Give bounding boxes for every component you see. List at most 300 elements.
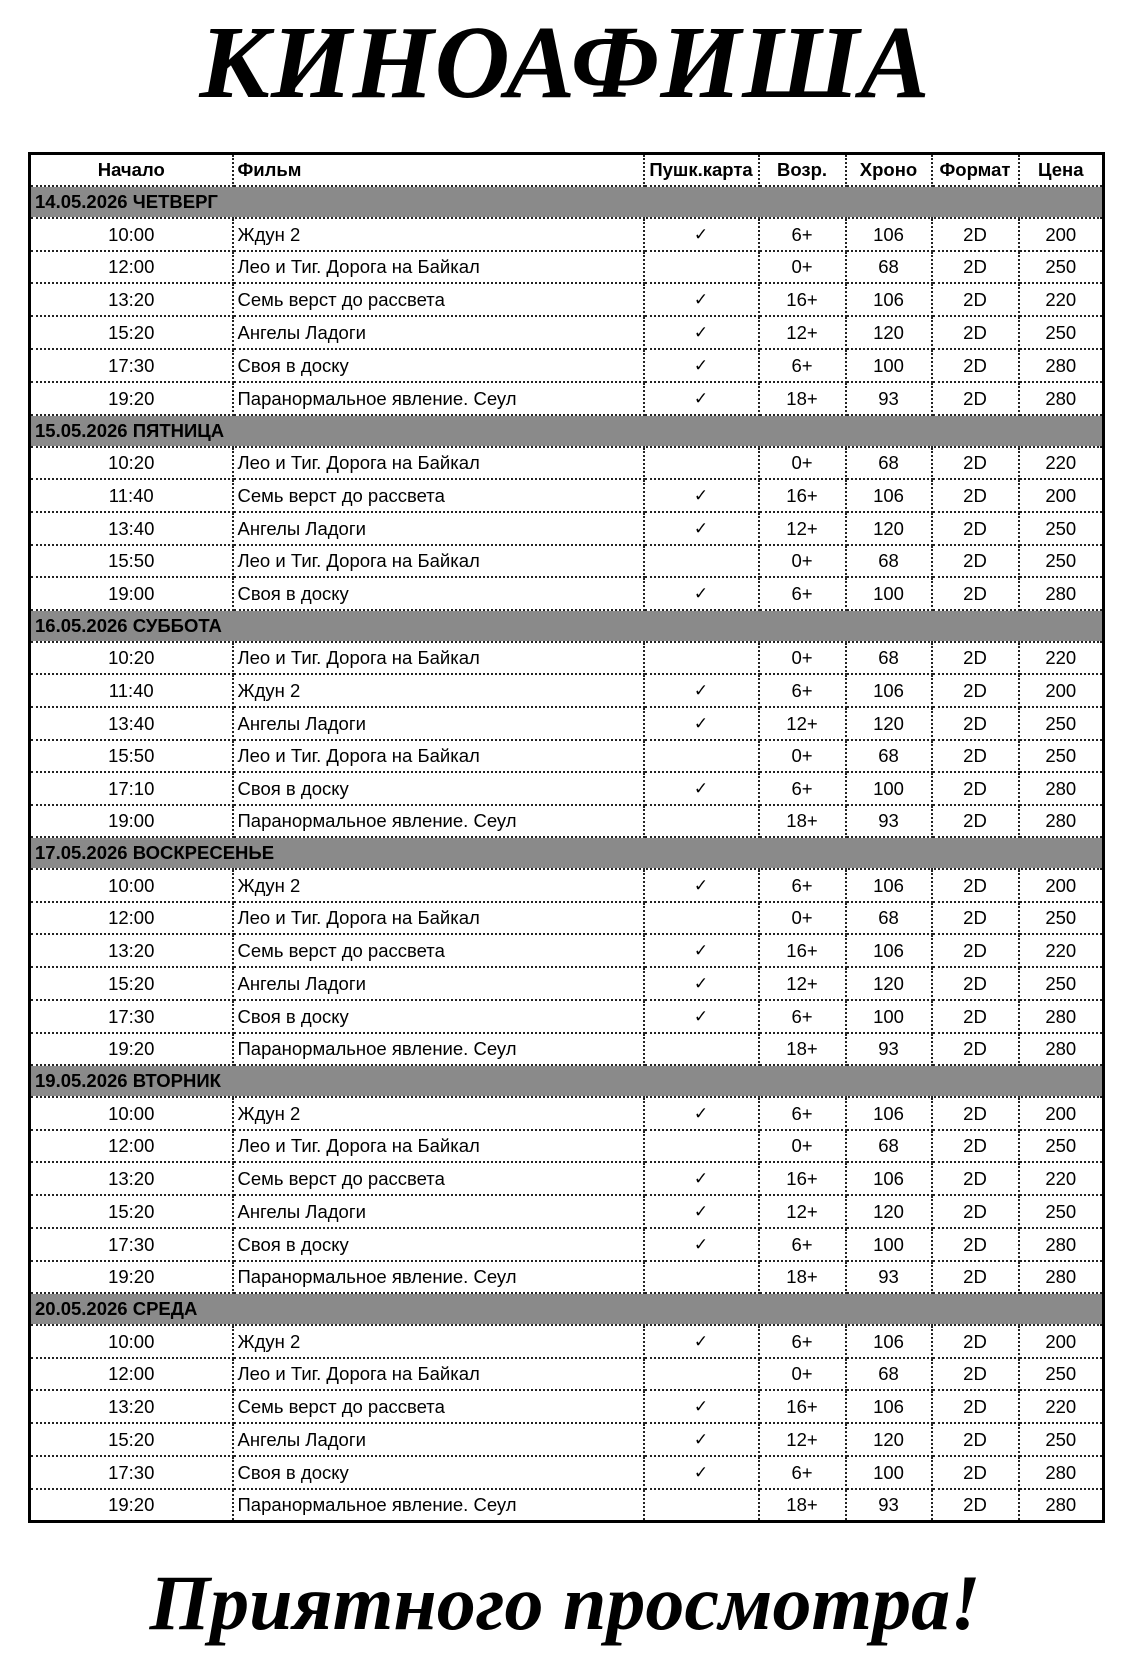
column-header-age: Возр.: [759, 154, 846, 187]
table-row: [30, 577, 1104, 610]
day-label: 15.05.2026 ПЯТНИЦА: [30, 415, 1104, 447]
cell-format: 2D: [932, 1097, 1019, 1130]
cell-age-rating: 6+: [759, 772, 846, 805]
cell-price: 200: [1019, 869, 1104, 902]
cell-pushkin-card: [644, 1423, 759, 1456]
cell-format: 2D: [932, 1000, 1019, 1033]
table-row: [30, 1456, 1104, 1489]
cell-duration: 120: [846, 1195, 932, 1228]
cell-price: 280: [1019, 805, 1104, 837]
cell-price: 250: [1019, 316, 1104, 349]
day-label: 19.05.2026 ВТОРНИК: [30, 1065, 1104, 1097]
cell-format: 2D: [932, 967, 1019, 1000]
checkmark-icon: ✓: [693, 1235, 709, 1254]
table-row: [30, 479, 1104, 512]
cell-duration: 93: [846, 805, 932, 837]
cell-pushkin-card: [644, 218, 759, 251]
cell-format: 2D: [932, 382, 1019, 415]
cell-start-time: 12:00: [30, 1358, 233, 1390]
cell-format: 2D: [932, 1033, 1019, 1065]
cell-start-time: 15:20: [30, 1195, 233, 1228]
cell-film-title: Ангелы Ладоги: [233, 1423, 644, 1456]
cell-start-time: 10:00: [30, 1325, 233, 1358]
cell-start-time: 15:50: [30, 545, 233, 577]
cell-duration: 68: [846, 1130, 932, 1162]
cell-pushkin-card: [644, 740, 759, 772]
table-row: [30, 283, 1104, 316]
cell-start-time: 13:40: [30, 707, 233, 740]
cell-age-rating: 0+: [759, 251, 846, 283]
cell-film-title: Паранормальное явление. Сеул: [233, 1261, 644, 1293]
cell-age-rating: 16+: [759, 1162, 846, 1195]
cell-duration: 106: [846, 1325, 932, 1358]
cell-duration: 120: [846, 707, 932, 740]
cell-start-time: 13:20: [30, 1162, 233, 1195]
cell-film-title: Ангелы Ладоги: [233, 316, 644, 349]
checkmark-icon: ✓: [693, 974, 709, 993]
cell-price: 200: [1019, 1097, 1104, 1130]
checkmark-icon: ✓: [693, 1169, 709, 1188]
cell-price: 220: [1019, 283, 1104, 316]
cell-price: 250: [1019, 251, 1104, 283]
cell-format: 2D: [932, 349, 1019, 382]
checkmark-icon: ✓: [693, 519, 709, 538]
cell-format: 2D: [932, 674, 1019, 707]
cell-duration: 106: [846, 674, 932, 707]
cell-format: 2D: [932, 707, 1019, 740]
table-row: [30, 1228, 1104, 1261]
cell-format: 2D: [932, 479, 1019, 512]
cell-age-rating: 12+: [759, 316, 846, 349]
cell-format: 2D: [932, 1162, 1019, 1195]
table-header-row: [30, 154, 1104, 187]
table-row: [30, 1261, 1104, 1293]
cell-format: 2D: [932, 1261, 1019, 1293]
cell-price: 250: [1019, 1358, 1104, 1390]
cell-pushkin-card: [644, 707, 759, 740]
cell-age-rating: 6+: [759, 349, 846, 382]
table-row: [30, 447, 1104, 479]
cell-duration: 120: [846, 967, 932, 1000]
checkmark-icon: ✓: [693, 584, 709, 603]
table-row: [30, 902, 1104, 934]
cell-age-rating: 18+: [759, 382, 846, 415]
cell-age-rating: 0+: [759, 1358, 846, 1390]
cell-start-time: 15:20: [30, 316, 233, 349]
cell-film-title: Паранормальное явление. Сеул: [233, 382, 644, 415]
cell-price: 280: [1019, 382, 1104, 415]
cell-pushkin-card: [644, 479, 759, 512]
cell-duration: 93: [846, 1489, 932, 1522]
cell-duration: 120: [846, 1423, 932, 1456]
cell-film-title: Своя в доску: [233, 349, 644, 382]
cell-start-time: 11:40: [30, 479, 233, 512]
cell-film-title: Семь верст до рассвета: [233, 283, 644, 316]
cell-age-rating: 6+: [759, 1097, 846, 1130]
cell-price: 280: [1019, 1261, 1104, 1293]
table-row: [30, 218, 1104, 251]
table-row: [30, 1358, 1104, 1390]
table-row: [30, 1130, 1104, 1162]
cell-pushkin-card: [644, 967, 759, 1000]
cell-start-time: 19:20: [30, 1261, 233, 1293]
cell-duration: 68: [846, 447, 932, 479]
day-label: 20.05.2026 СРЕДА: [30, 1293, 1104, 1325]
cell-price: 280: [1019, 1456, 1104, 1489]
column-header-format: Формат: [932, 154, 1019, 187]
cell-price: 200: [1019, 674, 1104, 707]
cell-start-time: 15:50: [30, 740, 233, 772]
cell-age-rating: 0+: [759, 740, 846, 772]
cell-duration: 106: [846, 283, 932, 316]
checkmark-icon: ✓: [693, 225, 709, 244]
cell-price: 250: [1019, 1195, 1104, 1228]
cell-age-rating: 18+: [759, 1261, 846, 1293]
cell-age-rating: 12+: [759, 967, 846, 1000]
cell-format: 2D: [932, 1195, 1019, 1228]
cell-duration: 93: [846, 1261, 932, 1293]
cell-film-title: Ангелы Ладоги: [233, 512, 644, 545]
cell-start-time: 10:20: [30, 642, 233, 674]
cell-film-title: Лео и Тиг. Дорога на Байкал: [233, 1130, 644, 1162]
cell-format: 2D: [932, 772, 1019, 805]
table-row: [30, 545, 1104, 577]
cell-format: 2D: [932, 512, 1019, 545]
cell-start-time: 19:20: [30, 1033, 233, 1065]
cell-pushkin-card: [644, 902, 759, 934]
page-title: КИНОАФИША: [199, 5, 931, 120]
table-row: [30, 382, 1104, 415]
table-row: [30, 1489, 1104, 1522]
cell-pushkin-card: [644, 512, 759, 545]
cell-pushkin-card: [644, 805, 759, 837]
cell-price: 200: [1019, 1325, 1104, 1358]
cell-format: 2D: [932, 1489, 1019, 1522]
cell-start-time: 10:00: [30, 218, 233, 251]
cell-price: 250: [1019, 545, 1104, 577]
cell-format: 2D: [932, 805, 1019, 837]
table-row: [30, 251, 1104, 283]
cell-film-title: Семь верст до рассвета: [233, 1162, 644, 1195]
cell-duration: 106: [846, 479, 932, 512]
cell-film-title: Ждун 2: [233, 869, 644, 902]
cell-start-time: 13:20: [30, 1390, 233, 1423]
cell-duration: 68: [846, 740, 932, 772]
cell-price: 200: [1019, 479, 1104, 512]
day-label: 14.05.2026 ЧЕТВЕРГ: [30, 186, 1104, 218]
cell-duration: 106: [846, 1390, 932, 1423]
cell-pushkin-card: [644, 1033, 759, 1065]
cell-age-rating: 0+: [759, 642, 846, 674]
cell-price: 250: [1019, 707, 1104, 740]
cell-start-time: 17:30: [30, 1456, 233, 1489]
checkmark-icon: ✓: [693, 323, 709, 342]
cell-pushkin-card: [644, 545, 759, 577]
cell-duration: 100: [846, 772, 932, 805]
checkmark-icon: ✓: [693, 681, 709, 700]
cell-price: 220: [1019, 447, 1104, 479]
cell-duration: 106: [846, 1162, 932, 1195]
cell-duration: 100: [846, 349, 932, 382]
cell-start-time: 17:10: [30, 772, 233, 805]
cell-start-time: 12:00: [30, 902, 233, 934]
checkmark-icon: ✓: [693, 389, 709, 408]
cell-film-title: Лео и Тиг. Дорога на Байкал: [233, 545, 644, 577]
cell-format: 2D: [932, 1390, 1019, 1423]
cell-price: 280: [1019, 772, 1104, 805]
cell-price: 250: [1019, 902, 1104, 934]
cell-pushkin-card: [644, 772, 759, 805]
cell-start-time: 17:30: [30, 1228, 233, 1261]
cell-pushkin-card: [644, 447, 759, 479]
checkmark-icon: ✓: [693, 1202, 709, 1221]
table-row: [30, 740, 1104, 772]
table-row: [30, 934, 1104, 967]
cell-age-rating: 12+: [759, 512, 846, 545]
cell-start-time: 13:20: [30, 934, 233, 967]
cell-duration: 68: [846, 1358, 932, 1390]
cell-start-time: 15:20: [30, 967, 233, 1000]
checkmark-icon: ✓: [693, 1397, 709, 1416]
day-label: 17.05.2026 ВОСКРЕСЕНЬЕ: [30, 837, 1104, 869]
cell-pushkin-card: [644, 251, 759, 283]
cell-pushkin-card: [644, 1358, 759, 1390]
checkmark-icon: ✓: [693, 1007, 709, 1026]
table-row: [30, 967, 1104, 1000]
table-row: [30, 642, 1104, 674]
cell-film-title: Семь верст до рассвета: [233, 479, 644, 512]
cell-price: 280: [1019, 1489, 1104, 1522]
cell-film-title: Ждун 2: [233, 218, 644, 251]
cell-pushkin-card: [644, 349, 759, 382]
cell-pushkin-card: [644, 1325, 759, 1358]
cell-pushkin-card: [644, 382, 759, 415]
cell-format: 2D: [932, 251, 1019, 283]
day-header-row: [30, 1065, 1104, 1097]
cell-age-rating: 12+: [759, 1423, 846, 1456]
cell-format: 2D: [932, 1456, 1019, 1489]
cell-start-time: 10:00: [30, 1097, 233, 1130]
cell-duration: 120: [846, 316, 932, 349]
cell-film-title: Своя в доску: [233, 1000, 644, 1033]
cell-format: 2D: [932, 1423, 1019, 1456]
cell-pushkin-card: [644, 1000, 759, 1033]
cell-start-time: 19:20: [30, 1489, 233, 1522]
day-header-row: [30, 1293, 1104, 1325]
table-row: [30, 1423, 1104, 1456]
cell-age-rating: 0+: [759, 545, 846, 577]
cell-pushkin-card: [644, 1456, 759, 1489]
cell-start-time: 17:30: [30, 349, 233, 382]
cell-age-rating: 6+: [759, 674, 846, 707]
cell-format: 2D: [932, 1325, 1019, 1358]
cell-age-rating: 16+: [759, 1390, 846, 1423]
cell-start-time: 10:20: [30, 447, 233, 479]
cell-price: 280: [1019, 1000, 1104, 1033]
day-header-row: [30, 837, 1104, 869]
cell-format: 2D: [932, 316, 1019, 349]
cell-age-rating: 6+: [759, 577, 846, 610]
checkmark-icon: ✓: [693, 290, 709, 309]
cell-duration: 100: [846, 577, 932, 610]
cell-start-time: 17:30: [30, 1000, 233, 1033]
column-header-price: Цена: [1019, 154, 1104, 187]
cell-start-time: 19:00: [30, 805, 233, 837]
cell-film-title: Своя в доску: [233, 772, 644, 805]
cell-pushkin-card: [644, 642, 759, 674]
table-row: [30, 1000, 1104, 1033]
cell-start-time: 12:00: [30, 251, 233, 283]
cell-film-title: Лео и Тиг. Дорога на Байкал: [233, 251, 644, 283]
cell-film-title: Своя в доску: [233, 1228, 644, 1261]
table-row: [30, 674, 1104, 707]
cell-duration: 106: [846, 218, 932, 251]
table-row: [30, 707, 1104, 740]
table-row: [30, 1097, 1104, 1130]
cell-age-rating: 0+: [759, 447, 846, 479]
checkmark-icon: ✓: [693, 1104, 709, 1123]
cell-start-time: 13:40: [30, 512, 233, 545]
cell-format: 2D: [932, 218, 1019, 251]
cell-film-title: Своя в доску: [233, 577, 644, 610]
cell-price: 220: [1019, 1162, 1104, 1195]
cell-film-title: Ждун 2: [233, 1325, 644, 1358]
column-header-film: Фильм: [233, 154, 644, 187]
cell-age-rating: 6+: [759, 869, 846, 902]
checkmark-icon: ✓: [693, 779, 709, 798]
cell-film-title: Семь верст до рассвета: [233, 1390, 644, 1423]
cell-age-rating: 6+: [759, 1456, 846, 1489]
table-row: [30, 316, 1104, 349]
cell-film-title: Паранормальное явление. Сеул: [233, 1033, 644, 1065]
cell-film-title: Своя в доску: [233, 1456, 644, 1489]
cell-film-title: Ждун 2: [233, 1097, 644, 1130]
cell-film-title: Ангелы Ладоги: [233, 967, 644, 1000]
cell-price: 250: [1019, 740, 1104, 772]
cell-film-title: Паранормальное явление. Сеул: [233, 1489, 644, 1522]
cell-price: 250: [1019, 1130, 1104, 1162]
checkmark-icon: ✓: [693, 941, 709, 960]
cell-start-time: 11:40: [30, 674, 233, 707]
cell-format: 2D: [932, 902, 1019, 934]
cell-price: 250: [1019, 1423, 1104, 1456]
cell-price: 220: [1019, 934, 1104, 967]
day-header-row: [30, 415, 1104, 447]
table-row: [30, 349, 1104, 382]
cell-pushkin-card: [644, 934, 759, 967]
cell-pushkin-card: [644, 1261, 759, 1293]
cell-duration: 100: [846, 1000, 932, 1033]
cell-price: 220: [1019, 642, 1104, 674]
cell-age-rating: 6+: [759, 1228, 846, 1261]
cell-format: 2D: [932, 577, 1019, 610]
column-header-pushkin-card: Пушк.карта: [644, 154, 759, 187]
table-row: [30, 805, 1104, 837]
table-row: [30, 1195, 1104, 1228]
table-row: [30, 1390, 1104, 1423]
cell-format: 2D: [932, 283, 1019, 316]
table-row: [30, 869, 1104, 902]
cell-duration: 120: [846, 512, 932, 545]
cell-price: 200: [1019, 218, 1104, 251]
cell-pushkin-card: [644, 283, 759, 316]
cell-start-time: 19:00: [30, 577, 233, 610]
table-row: [30, 1162, 1104, 1195]
table-row: [30, 512, 1104, 545]
schedule-body: [30, 186, 1104, 1522]
cell-pushkin-card: [644, 674, 759, 707]
cell-age-rating: 16+: [759, 283, 846, 316]
cell-age-rating: 12+: [759, 707, 846, 740]
cell-age-rating: 6+: [759, 1000, 846, 1033]
cell-pushkin-card: [644, 1390, 759, 1423]
footer-greeting: Приятного просмотра!: [149, 1559, 981, 1646]
checkmark-icon: ✓: [693, 1430, 709, 1449]
checkmark-icon: ✓: [693, 486, 709, 505]
checkmark-icon: ✓: [693, 1463, 709, 1482]
cell-start-time: 19:20: [30, 382, 233, 415]
cell-pushkin-card: [644, 1489, 759, 1522]
cell-age-rating: 12+: [759, 1195, 846, 1228]
cell-format: 2D: [932, 1358, 1019, 1390]
cell-duration: 106: [846, 869, 932, 902]
cell-pushkin-card: [644, 577, 759, 610]
cell-pushkin-card: [644, 1195, 759, 1228]
cell-film-title: Лео и Тиг. Дорога на Байкал: [233, 447, 644, 479]
cell-age-rating: 6+: [759, 218, 846, 251]
cell-format: 2D: [932, 934, 1019, 967]
cell-price: 280: [1019, 577, 1104, 610]
cell-format: 2D: [932, 1130, 1019, 1162]
cell-price: 280: [1019, 1228, 1104, 1261]
cell-age-rating: 18+: [759, 805, 846, 837]
cell-price: 250: [1019, 512, 1104, 545]
checkmark-icon: ✓: [693, 356, 709, 375]
checkmark-icon: ✓: [693, 714, 709, 733]
cell-age-rating: 0+: [759, 1130, 846, 1162]
cell-age-rating: 18+: [759, 1033, 846, 1065]
cell-format: 2D: [932, 545, 1019, 577]
cell-age-rating: 16+: [759, 479, 846, 512]
cell-price: 280: [1019, 349, 1104, 382]
column-header-duration: Хроно: [846, 154, 932, 187]
cell-age-rating: 6+: [759, 1325, 846, 1358]
cell-format: 2D: [932, 1228, 1019, 1261]
cell-duration: 100: [846, 1228, 932, 1261]
cell-pushkin-card: [644, 869, 759, 902]
cell-pushkin-card: [644, 1162, 759, 1195]
cell-price: 280: [1019, 1033, 1104, 1065]
cell-pushkin-card: [644, 1097, 759, 1130]
cell-duration: 106: [846, 1097, 932, 1130]
cell-format: 2D: [932, 642, 1019, 674]
cell-duration: 106: [846, 934, 932, 967]
table-row: [30, 1325, 1104, 1358]
cell-duration: 93: [846, 382, 932, 415]
column-header-start: Начало: [30, 154, 233, 187]
cell-duration: 93: [846, 1033, 932, 1065]
cell-film-title: Ждун 2: [233, 674, 644, 707]
cell-format: 2D: [932, 869, 1019, 902]
cell-film-title: Семь верст до рассвета: [233, 934, 644, 967]
cell-age-rating: 0+: [759, 902, 846, 934]
cell-start-time: 13:20: [30, 283, 233, 316]
cell-start-time: 15:20: [30, 1423, 233, 1456]
cell-pushkin-card: [644, 1228, 759, 1261]
cell-film-title: Лео и Тиг. Дорога на Байкал: [233, 1358, 644, 1390]
cell-format: 2D: [932, 740, 1019, 772]
cell-duration: 68: [846, 251, 932, 283]
